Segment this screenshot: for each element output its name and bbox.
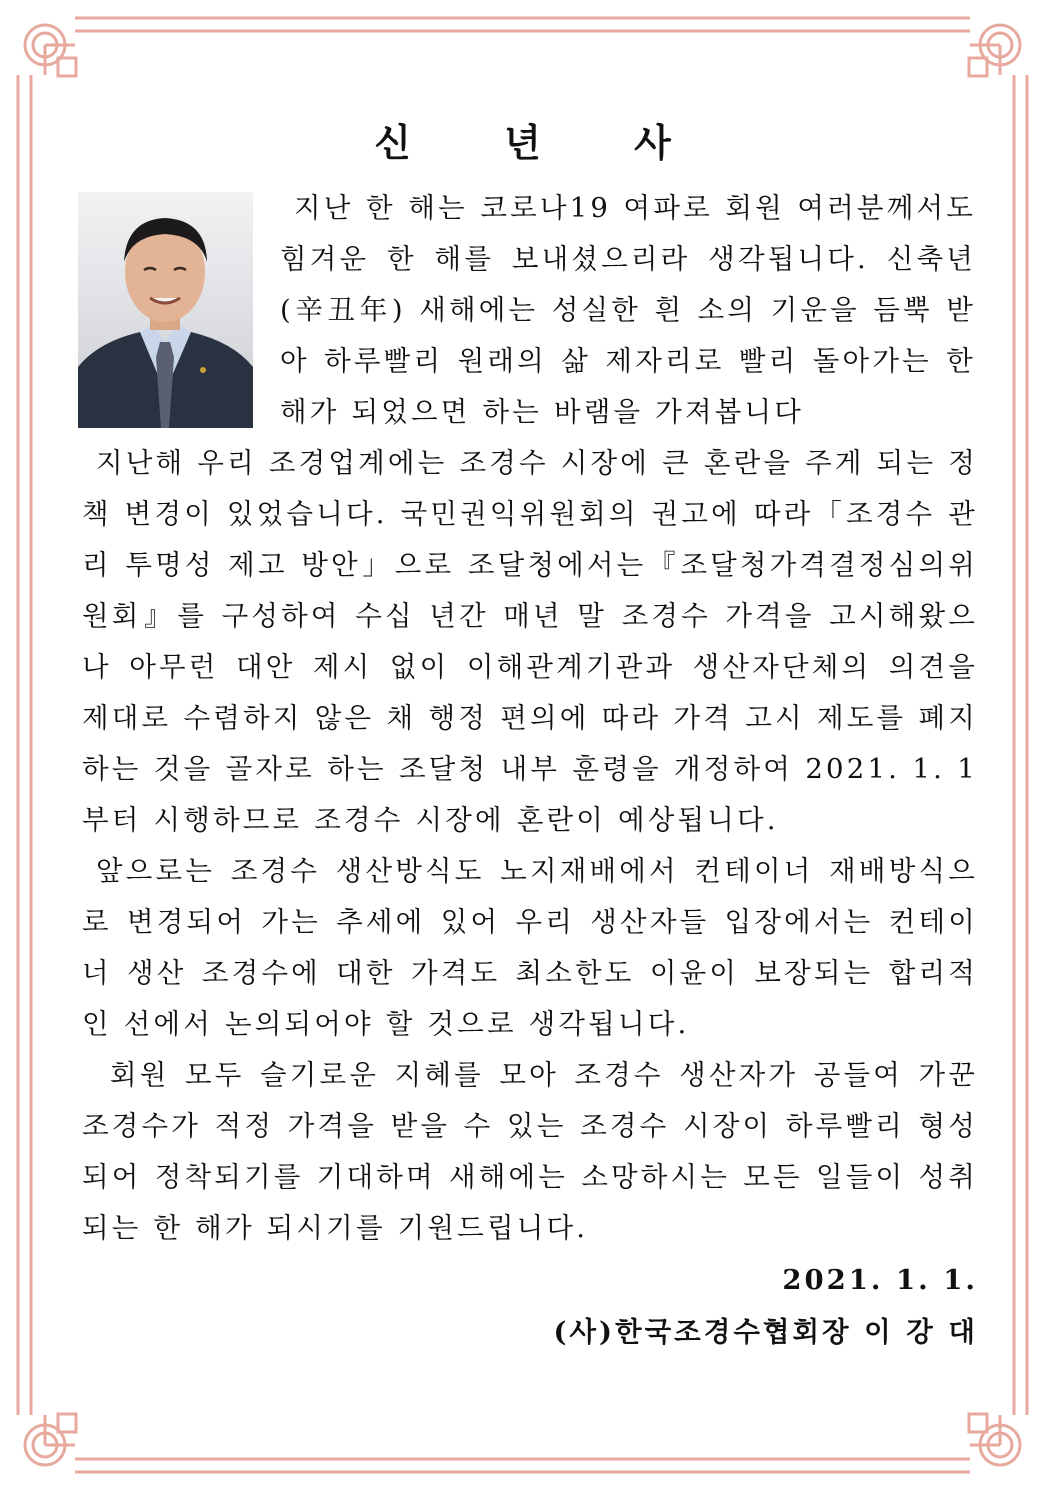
paragraph: 지난해 우리 조경업계에는 조경수 시장에 큰 혼란을 주게 되는 정책 변경이 있었습니다. 국민권익위원회의 권고에 따라「조경수 관리 투명성 제고 방안」으로 조달청에서는『조달청가격결정심의위원회』를 구성하여 수십 년간 매년 말 조경수 가격을 고시해왔으나 아무런 대안 제시 없이 이해관계기관과 생산자단체의 의견을 제대로 수렴하지 않은 채 행정 편의에 따라 가격 고시 제도를 폐지하는 것을 골자로 하는 조달청 내부 훈령을 개정하여 2021. 1. 1부터 시행하므로 조경수 시장에 혼란이 예상됩니다. <box>82 447 978 836</box>
portrait-photo <box>78 192 253 428</box>
date: 2021. 1. 1. <box>782 1264 978 1296</box>
paragraph: 회원 모두 슬기로운 지혜를 모아 조경수 생산자가 공들여 가꾼 조경수가 적정 가격을 받을 수 있는 조경수 시장이 하루빨리 형성되어 정착되기를 기대하며 새해에는 소망하시는 모든 일들이 성취되는 한 해가 되시기를 기원드립니다. <box>82 1059 978 1244</box>
signature: (사)한국조경수협회장 이 강 대 <box>553 1316 978 1348</box>
body-text <box>82 438 978 1254</box>
page-title: 신 년 사 <box>374 120 711 165</box>
intro-text: 지난 한 해는 코로나19 여파로 회원 여러분께서도 힘겨운 한 해를 보내셨으리라 생각됩니다. 신축년(辛丑年) 새해에는 성실한 흰 소의 기운을 듬뿍 받아 하루빨리 원래의 삶 제자리로 빨리 돌아가는 한 해가 되었으면 하는 바램을 가져봅니다 <box>280 192 976 428</box>
paragraph: 앞으로는 조경수 생산방식도 노지재배에서 컨테이너 재배방식으로 변경되어 가는 추세에 있어 우리 생산자들 입장에서는 컨테이너 생산 조경수에 대한 가격도 최소한도 이윤이 보장되는 합리적인 선에서 논의되어야 할 것으로 생각됩니다. <box>82 855 978 1040</box>
intro-paragraph <box>280 183 976 438</box>
